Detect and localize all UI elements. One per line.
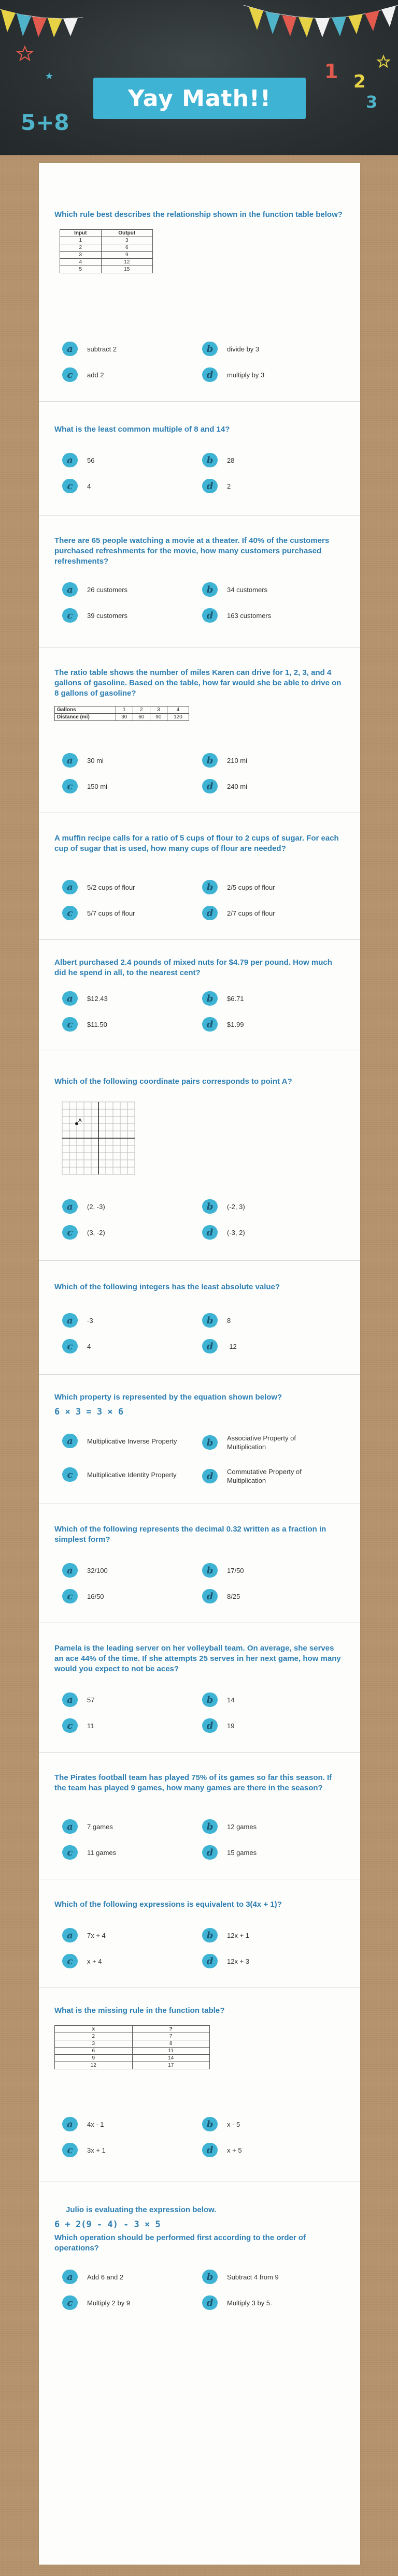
option-d[interactable]: d 240 mi xyxy=(202,779,247,793)
option-c[interactable]: c x + 4 xyxy=(62,1954,102,1968)
option-b[interactable]: b 28 xyxy=(202,453,234,467)
option-d[interactable]: d Commutative Property of Multiplication xyxy=(202,1467,325,1485)
question-14: What is the missing rule in the function table? x ? 2 7 3 8 6 11 9 14 12 17 xyxy=(54,2006,225,2068)
option-a[interactable]: a 26 customers xyxy=(62,582,127,597)
option-c[interactable]: c 4 xyxy=(62,479,91,493)
divider xyxy=(39,401,360,402)
worksheet xyxy=(39,163,360,2565)
divider xyxy=(39,515,360,516)
question-13: Which of the following expressions is equivalent to 3(4x + 1)? xyxy=(54,1900,282,1909)
chalk-one: 1 xyxy=(324,60,338,83)
option-d[interactable]: d 2 xyxy=(202,479,231,493)
function-table: x ? 2 7 3 8 6 11 9 14 12 17 xyxy=(54,2025,210,2069)
page-title: Yay Math!! xyxy=(127,85,272,112)
option-a[interactable]: a -3 xyxy=(62,1313,93,1328)
option-b[interactable]: b 34 customers xyxy=(202,582,267,597)
option-b[interactable]: b 8 xyxy=(202,1313,231,1328)
option-d[interactable]: d 163 customers xyxy=(202,608,271,623)
option-c[interactable]: c Multiply 2 by 9 xyxy=(62,2295,130,2310)
option-c[interactable]: c 5/7 cups of flour xyxy=(62,906,135,920)
question-1 xyxy=(54,210,345,273)
divider xyxy=(39,1260,360,1261)
option-d[interactable]: d 19 xyxy=(202,1718,234,1733)
option-c[interactable]: c 3x + 1 xyxy=(62,2143,106,2157)
option-b[interactable]: b Associative Property of Multiplication xyxy=(202,1434,325,1451)
option-d[interactable]: d (-3, 2) xyxy=(202,1225,245,1240)
option-a[interactable]: a 5/2 cups of flour xyxy=(62,880,135,894)
option-c[interactable]: c 16/50 xyxy=(62,1589,104,1603)
option-d[interactable]: d 15 games xyxy=(202,1845,257,1860)
option-b[interactable]: b 14 xyxy=(202,1692,234,1707)
option-a[interactable]: a 32/100 xyxy=(62,1563,108,1578)
option-a[interactable]: a Add 6 and 2 xyxy=(62,2270,123,2284)
chalk-sum: 5+8 xyxy=(21,110,69,135)
option-d[interactable]: d -12 xyxy=(202,1339,237,1353)
ratio-table: Gallons 1 2 3 4 Distance (mi) 30 60 90 120 xyxy=(54,706,189,721)
option-c[interactable]: c 39 customers xyxy=(62,608,127,623)
option-d[interactable]: d 12x + 3 xyxy=(202,1954,249,1968)
option-b[interactable]: b $6.71 xyxy=(202,991,244,1006)
question-15: Julio is evaluating the expression below. 6 + 2(9 - 4) - 3 × 5 Which operation should be performed first according to the order of operations? xyxy=(54,2205,345,2254)
function-table: Input Output 1 3 2 6 3 9 4 12 5 15 xyxy=(60,229,153,273)
question-2: What is the least common multiple of 8 and 14? xyxy=(54,425,230,434)
chalk-two: 2 xyxy=(353,71,366,92)
question-3: There are 65 people watching a movie at a theater. If 40% of the customers purchased refreshments for the movie, how many customers purchased refreshments? xyxy=(54,536,330,566)
option-d[interactable]: d Multiply 3 by 5. xyxy=(202,2295,272,2310)
option-b[interactable]: b divide by 3 xyxy=(202,342,259,356)
option-d[interactable]: d 8/25 xyxy=(202,1589,240,1603)
option-c[interactable]: c Multiplicative Identity Property xyxy=(62,1467,186,1482)
option-b[interactable]: b x - 5 xyxy=(202,2117,240,2131)
option-b[interactable]: b 210 mi xyxy=(202,753,247,768)
option-c[interactable]: c 150 mi xyxy=(62,779,107,793)
option-a[interactable]: a 56 xyxy=(62,453,94,467)
option-a[interactable]: a subtract 2 xyxy=(62,342,117,356)
option-b[interactable]: b (-2, 3) xyxy=(202,1199,245,1214)
point-a-label: A xyxy=(78,1118,82,1124)
option-d[interactable]: d x + 5 xyxy=(202,2143,242,2157)
divider xyxy=(39,1752,360,1753)
question-text: Which rule best describes the relationship shown in the function table below? xyxy=(54,210,343,219)
option-a[interactable]: a 30 mi xyxy=(62,753,104,768)
option-b[interactable]: b 17/50 xyxy=(202,1563,244,1578)
option-a[interactable]: a 7x + 4 xyxy=(62,1928,106,1942)
question-7: Which of the following coordinate pairs corresponds to point A? A xyxy=(54,1077,345,1179)
option-b[interactable]: b 2/5 cups of flour xyxy=(202,880,275,894)
question-9: Which property is represented by the equation shown below? 6 × 3 = 3 × 6 xyxy=(54,1392,345,1417)
divider xyxy=(39,939,360,940)
option-d[interactable]: d multiply by 3 xyxy=(202,367,264,382)
option-c[interactable]: c $11.50 xyxy=(62,1017,107,1032)
option-c[interactable]: c add 2 xyxy=(62,367,104,382)
option-d[interactable]: d 2/7 cups of flour xyxy=(202,906,275,920)
question-12: The Pirates football team has played 75% of its games so far this season. If the team has played 9 games, how many games are there in the season? xyxy=(54,1773,332,1792)
option-a[interactable]: a 7 games xyxy=(62,1819,113,1834)
option-d[interactable]: d $1.99 xyxy=(202,1017,244,1032)
option-a[interactable]: a $12.43 xyxy=(62,991,108,1006)
option-c[interactable]: c 4 xyxy=(62,1339,91,1353)
option-b[interactable]: b 12 games xyxy=(202,1819,257,1834)
equation: 6 × 3 = 3 × 6 xyxy=(54,1407,124,1417)
option-c[interactable]: c 11 xyxy=(62,1718,94,1733)
option-a[interactable]: a Multiplicative Inverse Property xyxy=(62,1434,186,1448)
question-11: Pamela is the leading server on her volleyball team. On average, she serves an ace 44% of the time. If she attempts 25 serves in her next game, how many would you expect to not be aces? xyxy=(54,1644,341,1673)
expression: 6 + 2(9 - 4) - 3 × 5 xyxy=(54,2219,161,2230)
option-b[interactable]: b 12x + 1 xyxy=(202,1928,249,1942)
title-banner xyxy=(93,78,306,119)
option-c[interactable]: c 11 games xyxy=(62,1845,116,1860)
coordinate-grid xyxy=(60,1099,143,1177)
question-6: Albert purchased 2.4 pounds of mixed nuts for $4.79 per pound. How much did he spend in all, to the nearest cent? xyxy=(54,958,332,977)
option-a[interactable]: a (2, -3) xyxy=(62,1199,105,1214)
option-b[interactable]: b Subtract 4 from 9 xyxy=(202,2270,279,2284)
question-8: Which of the following integers has the least absolute value? xyxy=(54,1283,280,1291)
chalk-three: 3 xyxy=(366,92,378,112)
question-5: A muffin recipe calls for a ratio of 5 cups of flour to 2 cups of sugar. For each cup of sugar that is used, how many cups of flour are needed? xyxy=(54,834,339,853)
option-a[interactable]: a 4x - 1 xyxy=(62,2117,104,2131)
chalkboard-header xyxy=(0,0,398,155)
question-10: Which of the following represents the decimal 0.32 written as a fraction in simplest form? xyxy=(54,1525,326,1544)
question-4: The ratio table shows the number of miles Karen can drive for 1, 2, 3, and 4 gallons of gasoline. Based on the table, how far would she be able to drive on 8 gallons of gasoline? Gallons 1 2 3 4 Distance (mi) 30 60 90 120 xyxy=(54,668,342,720)
option-c[interactable]: c (3, -2) xyxy=(62,1225,105,1240)
divider xyxy=(39,1374,360,1375)
option-a[interactable]: a 57 xyxy=(62,1692,94,1707)
